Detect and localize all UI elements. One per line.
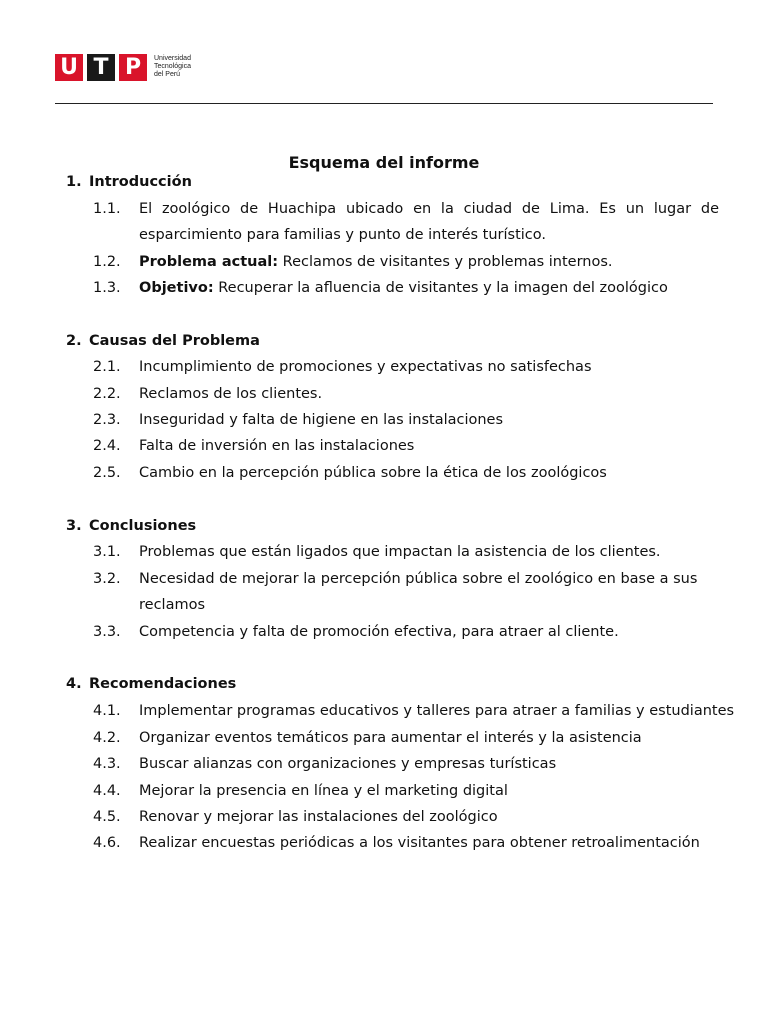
logo-letter-u: U (55, 54, 83, 81)
item-text: Reclamos de los clientes. (139, 386, 323, 402)
section-number: 4. (66, 676, 82, 692)
logo-caption-line: Universidad (154, 55, 191, 62)
item-text: Falta de inversión en las instalaciones (139, 438, 415, 454)
item-text-continued: reclamos (139, 597, 206, 613)
section-heading (66, 674, 236, 694)
item-number: 2.1. (93, 359, 121, 375)
item-number: 3.1. (93, 544, 121, 560)
item-text (139, 252, 613, 272)
item-text: Buscar alianzas con organizaciones y empresas turísticas (139, 756, 557, 772)
item-text: Mejorar la presencia en línea y el marketing digital (139, 783, 508, 799)
item-text: Competencia y falta de promoción efectiva, para atraer al cliente. (139, 624, 619, 640)
item-number: 4.5. (93, 809, 121, 825)
item-number: 4.3. (93, 756, 121, 772)
item-number: 4.2. (93, 730, 121, 746)
logo-caption-line: del Perú (154, 71, 181, 78)
item-text: Inseguridad y falta de higiene en las instalaciones (139, 412, 504, 428)
item-number: 3.3. (93, 624, 121, 640)
item-text: Cambio en la percepción pública sobre la ética de los zoológicos (139, 465, 607, 481)
item-number: 4.1. (93, 703, 121, 719)
item-text: Organizar eventos temáticos para aumentar el interés y la asistencia (139, 730, 642, 746)
logo-caption (154, 55, 191, 79)
section-title: Recomendaciones (89, 676, 237, 692)
item-body: Reclamos de visitantes y problemas internos. (278, 254, 613, 270)
item-text: Necesidad de mejorar la percepción pública sobre el zoológico en base a sus (139, 571, 698, 587)
section-number: 2. (66, 333, 82, 349)
item-text: Renovar y mejorar las instalaciones del zoológico (139, 809, 498, 825)
item-number: 2.3. (93, 412, 121, 428)
section-number: 1. (66, 174, 82, 190)
header-divider (55, 103, 713, 104)
item-text: Implementar programas educativos y talleres para atraer a familias y estudiantes (139, 703, 735, 719)
logo-letter-p: P (119, 54, 147, 81)
item-text: Incumplimiento de promociones y expectativas no satisfechas (139, 359, 592, 375)
item-text (139, 278, 668, 298)
section-number: 3. (66, 518, 82, 534)
item-number: 1.1. (93, 201, 121, 217)
item-text: Problemas que están ligados que impactan la asistencia de los clientes. (139, 544, 661, 560)
item-number: 1.2. (93, 254, 121, 270)
section-title: Conclusiones (89, 518, 197, 534)
item-text: El zoológico de Huachipa ubicado en la ciudad de Lima. Es un lugar de (139, 201, 719, 217)
item-text: Realizar encuestas periódicas a los visitantes para obtener retroalimentación (139, 835, 700, 851)
section-heading (66, 172, 192, 192)
item-number: 3.2. (93, 571, 121, 587)
item-bold-label: Objetivo: (139, 280, 214, 296)
utp-logo (55, 53, 191, 81)
section-title: Causas del Problema (89, 333, 260, 349)
item-number: 4.6. (93, 835, 121, 851)
item-number: 2.5. (93, 465, 121, 481)
logo-caption-line: Tecnológica (154, 63, 191, 70)
item-body: Recuperar la afluencia de visitantes y la imagen del zoológico (213, 280, 668, 296)
section-heading (66, 516, 196, 536)
item-text-continued: esparcimiento para familias y punto de interés turístico. (139, 227, 546, 243)
item-number: 2.4. (93, 438, 121, 454)
item-number: 2.2. (93, 386, 121, 402)
section-title: Introducción (89, 174, 192, 190)
item-number: 4.4. (93, 783, 121, 799)
document-title: Esquema del informe (288, 153, 480, 172)
item-bold-label: Problema actual: (139, 254, 279, 270)
logo-letter-t: T (87, 54, 115, 81)
item-number: 1.3. (93, 280, 121, 296)
section-heading (66, 331, 260, 351)
